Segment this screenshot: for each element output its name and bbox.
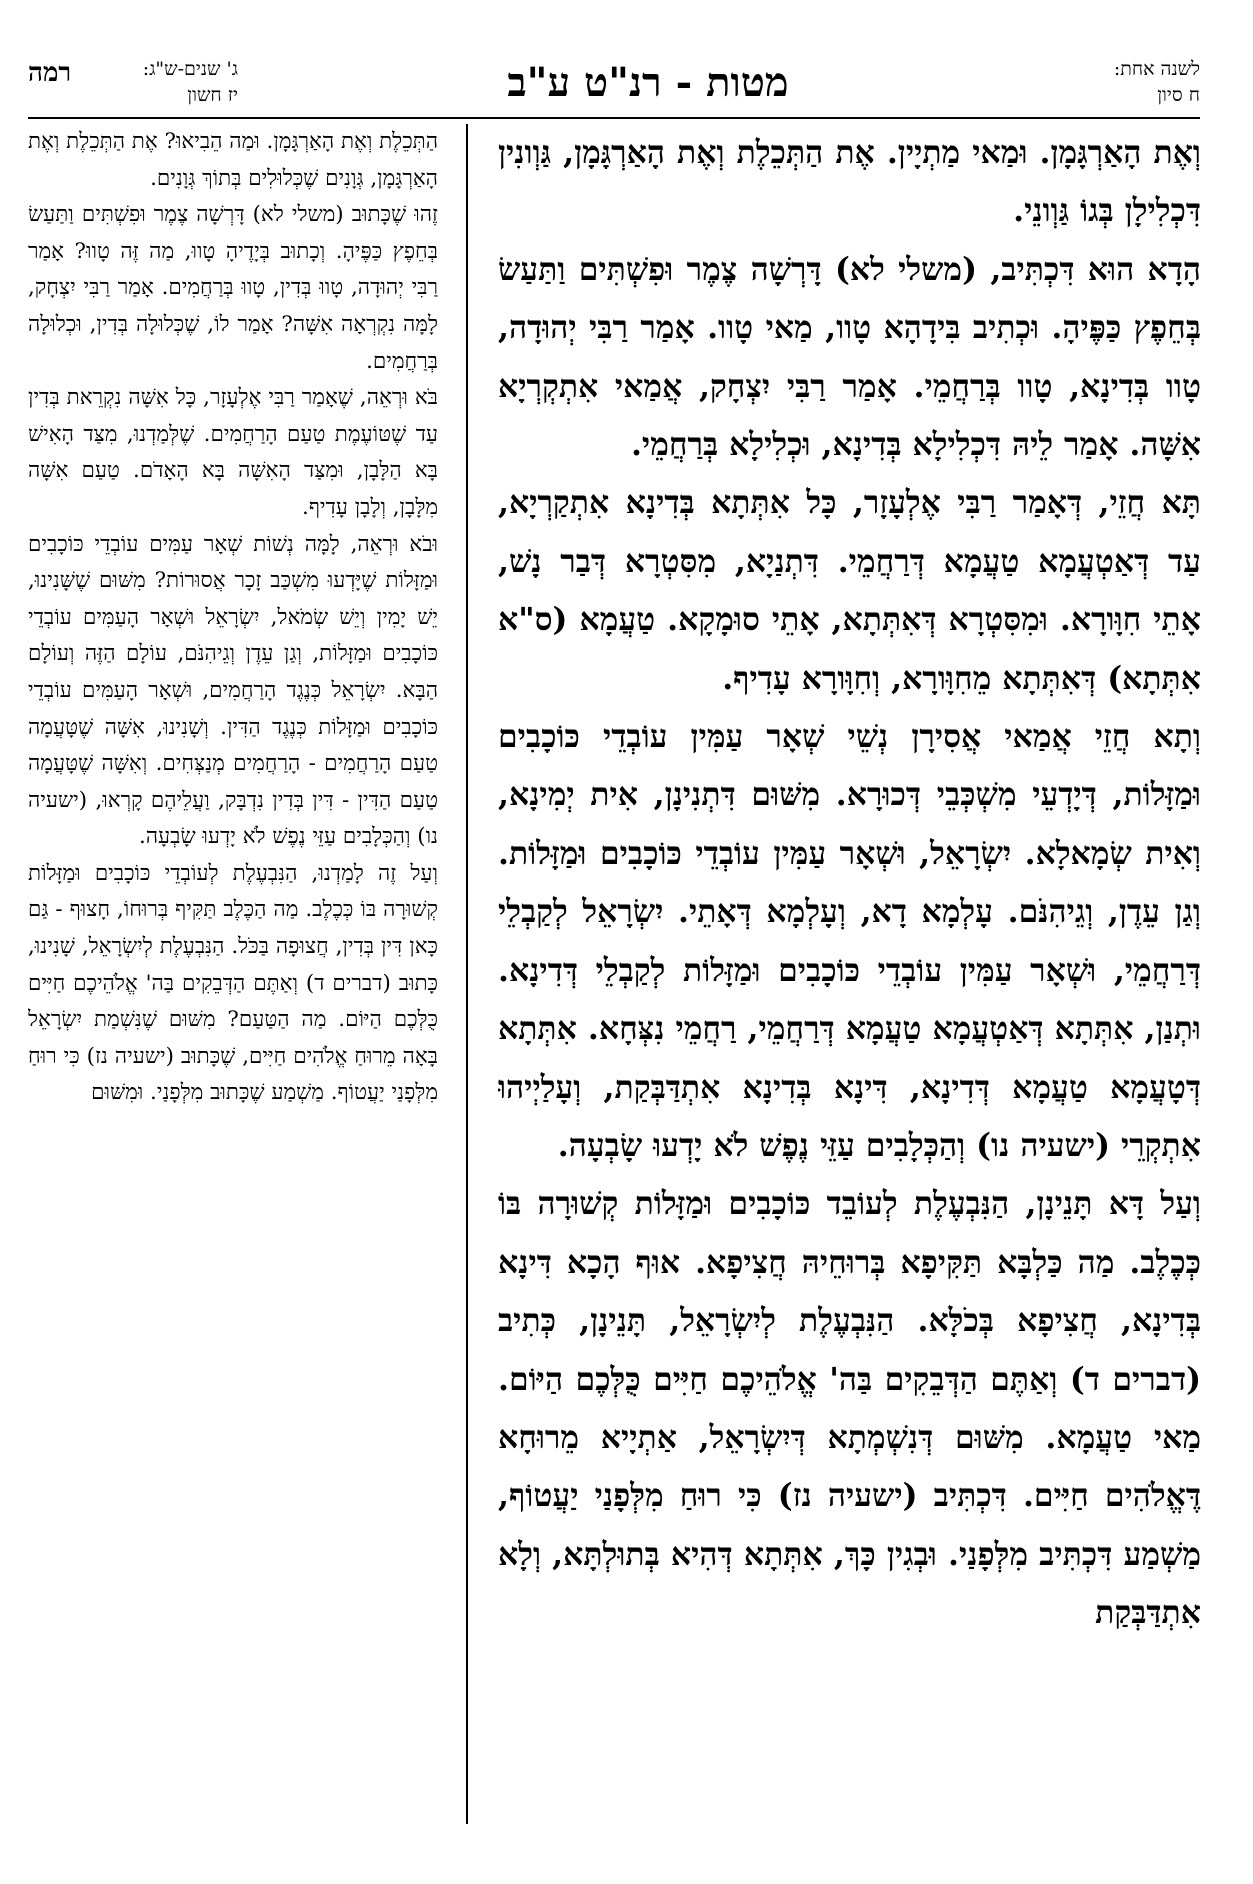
main-paragraph: תָּא חֲזֵי, דְּאָמַר רַבִּי אֶלְעָזָר, כָּל אִתְּתָא בְּדִינָא אִתְקַרְיָא, עַד דְּאַטְעֲמָא טַעֲמָא דְּרַחֲמֵי. דִּתְנַיָא, מִסִּטְרָא דְּבַר נָשׁ, אָתֵי חִוָּורָא. וּמִסִּטְרָא דְּאִתְּתָא, אָתֵי סוּמָקָא. טַעֲמָא (ס"א אִתְּתָא) דְּאִתְּתָא מֵחִוָּורָא, וְחִוָּורָא עָדִיף. bbox=[498, 484, 1201, 697]
hebrew-translation-column bbox=[28, 124, 438, 1844]
header-right bbox=[1000, 56, 1200, 116]
header-left bbox=[28, 56, 238, 116]
column-divider bbox=[466, 124, 468, 1824]
three-year-cycle-date: יז חשון bbox=[187, 84, 238, 106]
side-paragraph: וּבֹא וּרְאֵה, לָמָּה נְשׁוֹת שְׁאָר עַמִּים עוֹבְדֵי כּוֹכָבִים וּמַזָּלוֹת שֶׁיָּדְעוּ מִשְׁכַּב זָכָר אֲסוּרוֹת? מִשּׁוּם שֶׁשָּׁנִינוּ, יֵשׁ יָמִין וְיֵשׁ שְׂמֹאל, יִשְׂרָאֵל וּשְׁאָר הָעַמִּים עוֹבְדֵי כּוֹכָבִים וּמַזָּלוֹת, וְגַן עֵדֶן וְגֵיהִנֹּם, עוֹלָם הַזֶּה וְעוֹלָם הַבָּא. יִשְׂרָאֵל כְּנֶגֶד הָרַחֲמִים, וּשְׁאָר הָעַמִּים עוֹבְדֵי כּוֹכָבִים וּמַזָּלוֹת כְּנֶגֶד הַדִּין. וְשָׁנִינוּ, אִשָּׁה שֶׁטָּעֲמָה טַעַם הָרַחֲמִים - הָרַחֲמִים מְנַצְּחִים. וְאִשָּׁה שֶׁטָּעֲמָה טַעַם הַדִּין - דִּין בְּדִין נִדְבָּק, וַעֲלֵיהֶם קָרְאוּ, (ישעיה נו) וְהַכְּלָבִים עַזֵּי נֶפֶשׁ לֹא יָדְעוּ שָׂבְעָה. bbox=[28, 531, 438, 850]
main-paragraph: וְתָא חֲזֵי אֲמַאי אֲסִירָן נְשֵׁי שְׁאָר עַמִּין עוֹבְדֵי כּוֹכָבִים וּמַזָּלוֹת, דְּיָדְעֵי מִשְׁכְּבֵי דְּכוּרָא. מִשּׁוּם דִּתְנִינָן, אִית יְמִינָא, וְאִית שְׂמָאלָא. יִשְׂרָאֵל, וּשְׁאָר עַמִּין עוֹבְדֵי כּוֹכָבִים וּמַזָּלוֹת. וְגַן עֵדֶן, וְגֵיהִנֹּם. עָלְמָא דָא, וְעָלְמָא דְּאָתֵי. יִשְׂרָאֵל לְקַבְלֵי דְּרַחֲמֵי, וּשְׁאָר עַמִּין עוֹבְדֵי כּוֹכָבִים וּמַזָּלוֹת לְקַבְלֵי דְּדִינָא. וּתְנַן, אִתְּתָא דְּאַטְעֲמָא טַעֲמָא דְּרַחֲמֵי, רַחֲמֵי נִצְּחָא. אִתְּתָא דְּטָעֲמָא טַעֲמָא דְּדִינָא, דִּינָא בְּדִינָא אִתְדַּבְּקַת, וְעָלַיְיהוּ אִתְקְרֵי (ישעיה נו) וְהַכְּלָבִים עַזֵּי נֶפֶשׁ לֹא יָדְעוּ שָׂבְעָה. bbox=[498, 718, 1201, 1164]
volume-page-mark: רמה bbox=[28, 58, 72, 88]
page-title: מטות - רנ"ט ע"ב bbox=[507, 59, 789, 106]
yearly-cycle-date: ח סיון bbox=[1157, 84, 1200, 106]
yearly-cycle-label: לשנה אחת: bbox=[1113, 58, 1200, 80]
page-header bbox=[28, 56, 1200, 116]
main-paragraph: וְעַל דָּא תָּנֵינָן, הַנִּבְעֶלֶת לְעוֹבֵד כּוֹכָבִים וּמַזָּלוֹת קְשׁוּרָה בּוֹ כְּכֶלֶב. מַה כַּלְבָּא תַּקִּיפָא בְּרוּחֵיהּ חֲצִיפָא. אוּף הָכָא דִּינָא בְּדִינָא, חֲצִיפָא בְּכֹלָּא. הַנִּבְעֶלֶת לְיִשְׂרָאֵל, תָּנֵינָן, כְּתִיב (דברים ד) וְאַתֶּם הַדְּבֵקִים בַּה' אֱלֹהֵיכֶם חַיִּים כֻּלְּכֶם הַיּוֹם. מַאי טַעֲמָא. מִשּׁוּם דְּנִשְׁמְתָא דְּיִשְׂרָאֵל, אַתְיָיא מֵרוּחָא דֶּאֱלֹהִים חַיִּים. דִּכְתִּיב (ישעיה נז) כִּי רוּחַ מִלְּפָנַי יַעֲטוֹף, מַשְׁמַע דִּכְתִּיב מִלְּפָנַי. וּבְגִין כָּךְ, אִתְּתָא דְּהִיא בְּתוּלְתָּא, וְלָא אִתְדַּבְּקַת bbox=[498, 1185, 1201, 1632]
side-paragraph: בֹּא וּרְאֵה, שֶׁאָמַר רַבִּי אֶלְעָזָר, כָּל אִשָּׁה נִקְרֵאת בְּדִין עַד שֶׁטּוֹעֶמֶת טַעַם הָרַחֲמִים. שֶׁלְּמַדְנוּ, מִצַּד הָאִישׁ בָּא הַלָּבָן, וּמִצַּד הָאִשָּׁה בָּא הָאָדֹם. טַעַם אִשָּׁה מִלָּבָן, וְלָבָן עָדִיף. bbox=[28, 385, 438, 520]
aramaic-text-column bbox=[498, 124, 1201, 1844]
side-paragraph: הַתְּכֵלֶת וְאֶת הָאַרְגָּמָן. וּמַה הֵבִיאוּ? אֶת הַתְּכֵלֶת וְאֶת הָאַרְגָּמָן, גְּוָנִים שֶׁכְּלוּלִים בְּתוֹךְ גְּוָנִים. bbox=[28, 129, 438, 191]
side-paragraph: וְעַל זֶה לָמַדְנוּ, הַנִּבְעֶלֶת לְעוֹבְדֵי כּוֹכָבִים וּמַזָּלוֹת קְשׁוּרָה בּוֹ כְּכֶלֶב. מַה הַכֶּלֶב תַּקִּיף בְּרוּחוֹ, חָצוּף - גַּם כָּאן דִּין בְּדִין, חֲצוּפָה בַּכֹּל. הַנִּבְעֶלֶת לְיִשְׂרָאֵל, שָׁנִינוּ, כָּתוּב (דברים ד) וְאַתֶּם הַדְּבֵקִים בַּה' אֱלֹהֵיכֶם חַיִּים כֻּלְּכֶם הַיּוֹם. מַה הַטַּעַם? מִשּׁוּם שֶׁנִּשְׁמַת יִשְׂרָאֵל בָּאָה מֵרוּחַ אֱלֹהִים חַיִּים, שֶׁכָּתוּב (ישעיה נז) כִּי רוּחַ מִלְּפָנַי יַעֲטוֹף. מַשְׁמַע שֶׁכָּתוּב מִלְּפָנַי. וּמִשּׁוּם bbox=[28, 860, 438, 1106]
main-paragraph: וְאֶת הָאַרְגָּמָן. וּמַאי מַתְיָין. אֶת הַתְּכֵלֶת וְאֶת הָאַרְגָּמָן, גַּוְונִין דִּכְלִילָן בְּגוֹ גַּוְונֵי. bbox=[498, 134, 1201, 230]
header-divider bbox=[28, 117, 1200, 119]
side-paragraph: זֶהוּ שֶׁכָּתוּב (משלי לא) דָּרְשָׁה צֶמֶר וּפִשְׁתִּים וַתַּעַשׂ בְּחֵפֶץ כַּפֶּיהָ. וְכָתוּב בְּיָדֶיהָ טָווּ, מַה זֶּה טָווּ? אָמַר רַבִּי יְהוּדָה, טָווּ בְּדִין, טָווּ בְּרַחֲמִים. אָמַר רַבִּי יִצְחָק, לָמָּה נִקְרְאָה אִשָּׁה? אָמַר לוֹ, שֶׁכְּלוּלָה בְּדִין, וּכְלוּלָה בְּרַחֲמִים. bbox=[28, 202, 438, 374]
three-year-cycle-label: ג' שנים-ש"ג: bbox=[142, 58, 238, 80]
main-paragraph: הָדָא הוּא דִּכְתִּיב, (משלי לא) דָּרְשָׁה צֶמֶר וּפִשְׁתִּים וַתַּעַשׂ בְּחֵפֶץ כַּפֶּיהָ. וּכְתִיב בִּידָהָא טָוו, מַאי טָוו. אָמַר רַבִּי יְהוּדָה, טָוו בְּדִינָא, טָוו בְּרַחֲמֵי. אָמַר רַבִּי יִצְחָק, אֲמַאי אִתְקְרְיָא אִשָּׁה. אָמַר לֵיהּ דִּכְלִילָא בְּדִינָא, וּכְלִילָא בְּרַחֲמֵי. bbox=[498, 250, 1201, 464]
